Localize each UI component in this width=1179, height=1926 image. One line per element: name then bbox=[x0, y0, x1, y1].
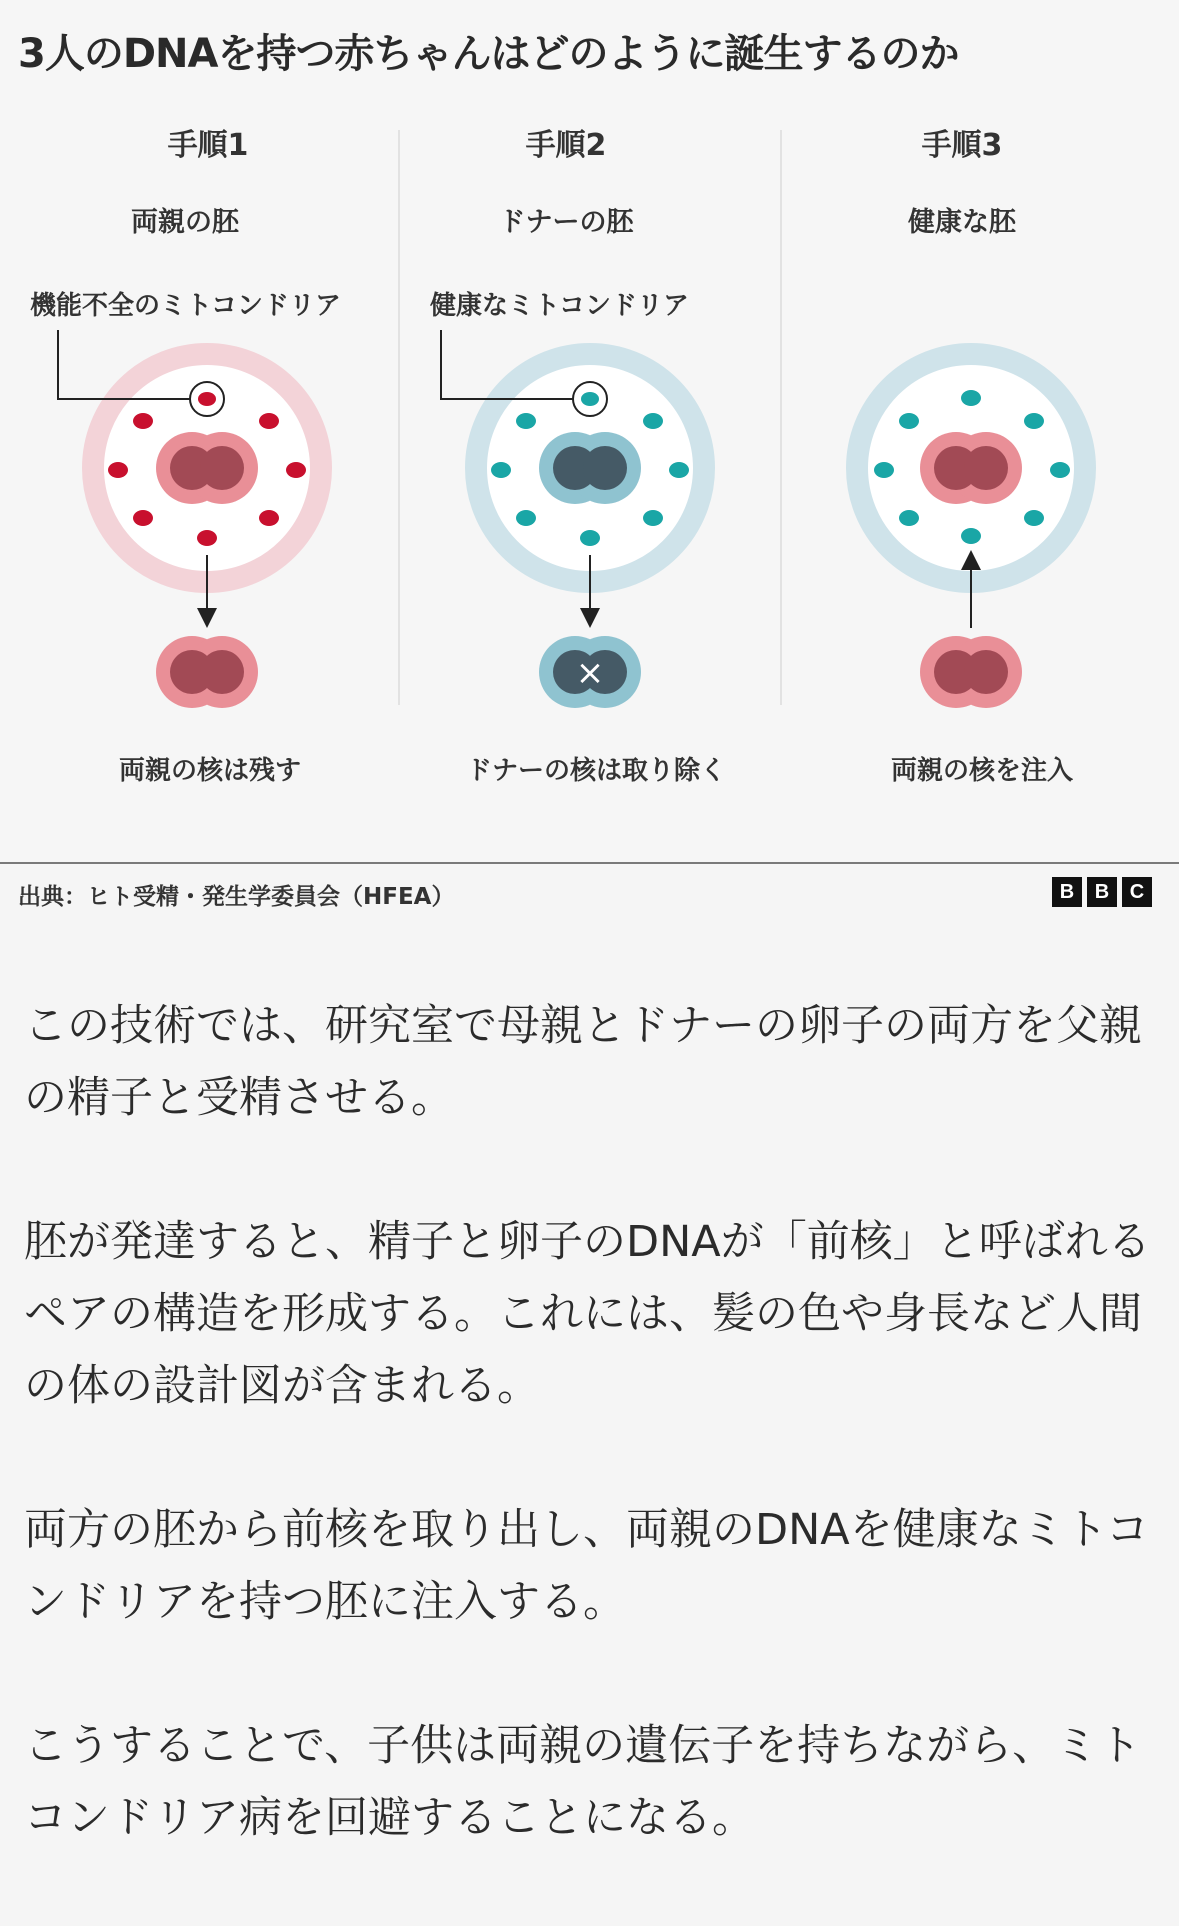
infographic bbox=[0, 0, 1179, 865]
step-3-bottom-label: 両親の核を注入 bbox=[890, 756, 1074, 786]
article-paragraph-2: 胚が発達すると、精子と卵子のDNAが「前核」と呼ばれるペアの構造を形成する。これには、髪の色や身長など人間の体の設計図が含まれる。 bbox=[24, 1217, 1151, 1411]
article-body bbox=[24, 990, 1159, 1926]
step-2-nucleus bbox=[539, 432, 641, 504]
step-3-embryo bbox=[857, 354, 1085, 708]
article-paragraph-3: 両方の胚から前核を取り出し、両親のDNAを健康なミトコンドリアを持つ胚に注入する。 bbox=[24, 1505, 1149, 1627]
bbc-logo-letter-2: B bbox=[1087, 877, 1117, 907]
infographic-title: 3人のDNAを持つ赤ちゃんはどのように誕生するのか bbox=[18, 31, 959, 77]
step-3-nucleus bbox=[920, 432, 1022, 504]
step-2-title: 手順2 bbox=[525, 128, 607, 163]
bbc-logo bbox=[1052, 877, 1152, 907]
step-1-title: 手順1 bbox=[167, 128, 249, 163]
step-1-embryo bbox=[58, 330, 321, 708]
step-2-highlighted-mito bbox=[581, 392, 599, 406]
article-paragraph-4: こうすることで、子供は両親の遺伝子を持ちながら、ミトコンドリア病を回避することになる。 bbox=[24, 1721, 1142, 1843]
step-1-highlighted-mito bbox=[198, 392, 216, 406]
source-credit: 出典：ヒト受精・発生学委員会（HFEA） bbox=[18, 884, 455, 910]
step-1-bottom-label: 両親の核は残す bbox=[118, 756, 302, 786]
step-1-subtitle: 両親の胚 bbox=[131, 207, 239, 238]
step-1-mito-label: 機能不全のミトコンドリア bbox=[30, 291, 341, 321]
embryo-diagram bbox=[0, 0, 1179, 865]
step-3-title: 手順3 bbox=[921, 128, 1003, 163]
step-2-mito-label: 健康なミトコンドリア bbox=[430, 291, 689, 321]
step-2-subtitle: ドナーの胚 bbox=[498, 207, 634, 238]
bbc-logo-letter-3: C bbox=[1122, 877, 1152, 907]
remove-x-icon: × bbox=[575, 653, 605, 693]
step-3-subtitle: 健康な胚 bbox=[908, 207, 1016, 238]
bbc-logo-letter-1: B bbox=[1052, 877, 1082, 907]
article-paragraph-1: この技術では、研究室で母親とドナーの卵子の両方を父親の精子と受精させる。 bbox=[24, 1001, 1142, 1123]
step-1-kept-nucleus bbox=[156, 636, 258, 708]
step-3-injected-nucleus bbox=[920, 636, 1022, 708]
source-divider bbox=[0, 862, 1179, 864]
step-2-embryo bbox=[441, 330, 704, 708]
step-1-nucleus bbox=[156, 432, 258, 504]
step-2-bottom-label: ドナーの核は取り除く bbox=[465, 756, 727, 786]
